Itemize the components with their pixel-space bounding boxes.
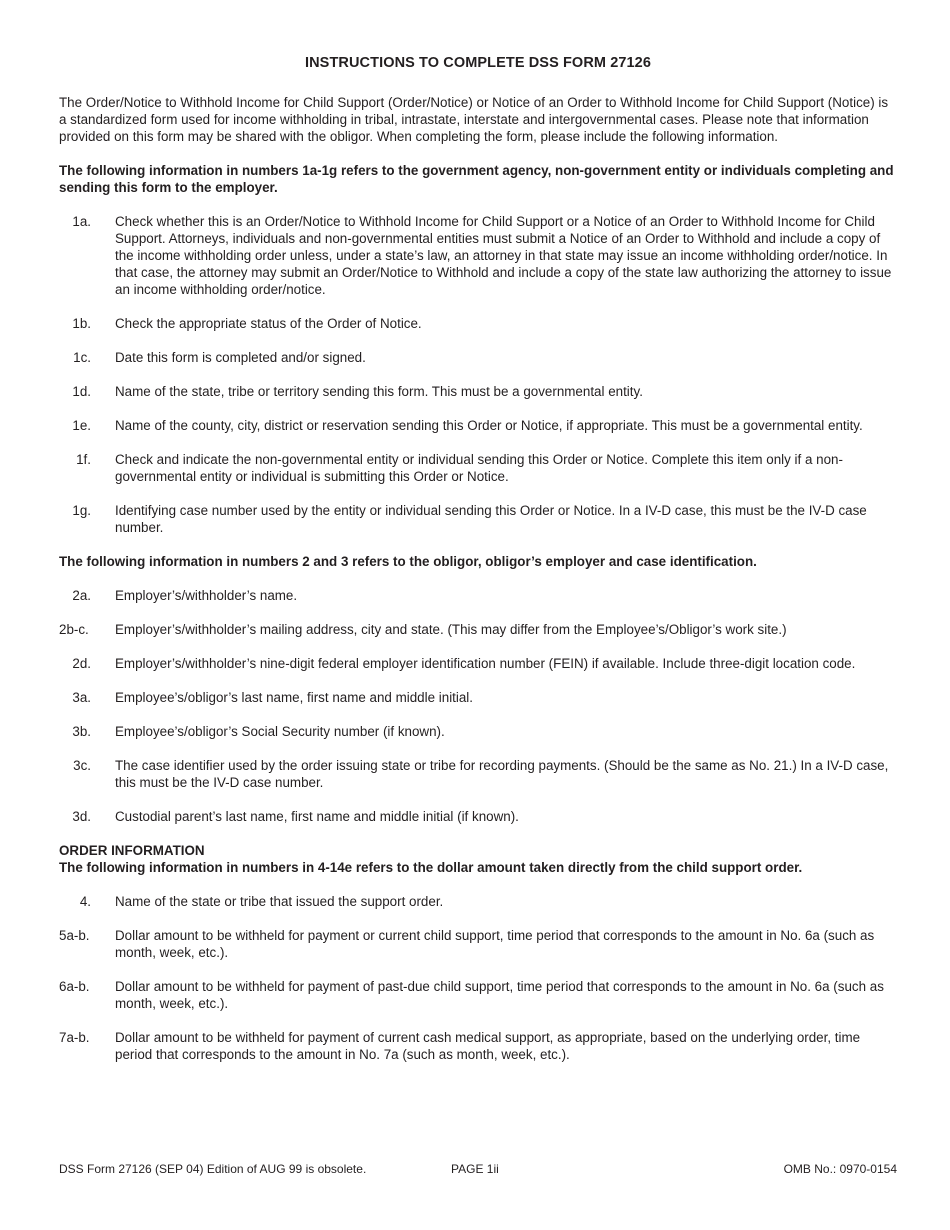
form-edition-note: DSS Form 27126 (SEP 04) Edition of AUG 99 is obsolete. xyxy=(59,1162,367,1176)
list-item xyxy=(59,383,897,400)
item-number: 3d. xyxy=(72,809,91,824)
list-item xyxy=(59,213,897,298)
list-item xyxy=(59,893,897,910)
list-item xyxy=(59,621,897,638)
item-text: Employee’s/obligor’s Social Security number (if known). xyxy=(115,724,445,739)
item-number: 1e. xyxy=(72,418,91,433)
list-item xyxy=(59,502,897,536)
item-text: Employer’s/withholder’s mailing address, city and state. (This may differ from the Employee’s/Obligor’s work site.) xyxy=(115,622,787,637)
list-item xyxy=(59,1029,897,1063)
item-number: 1g. xyxy=(72,503,91,518)
item-text: Employer’s/withholder’s name. xyxy=(115,588,298,603)
item-number: 1b. xyxy=(72,316,91,331)
item-text: Name of the county, city, district or reservation sending this Order or Notice, if appropriate. This must be a governmental entity. xyxy=(115,418,863,433)
page-number: PAGE 1ii xyxy=(451,1162,499,1176)
item-number: 1c. xyxy=(73,350,91,365)
item-text: Check the appropriate status of the Order of Notice. xyxy=(115,316,422,331)
section-heading-1: The following information in numbers 1a-1g refers to the government agency, non-government entity or individuals completing and sending this form to the employer. xyxy=(59,163,894,195)
item-text: Check whether this is an Order/Notice to Withhold Income for Child Support or a Notice of an Order to Withhold Income for Child Support. Attorneys, individuals and non-governmental entities must submit a Notice of an Order to Withhold and include a copy of the income withholding order unless, under a state’s law, an attorney in that state may issue an income withholding order/notice. In that case, the attorney may submit an Order/Notice to Withhold and include a copy of the state law authorizing the attorney to issue an income withholding order/notice. xyxy=(115,214,892,297)
list-item xyxy=(59,315,897,332)
item-text: Date this form is completed and/or signed. xyxy=(115,350,366,365)
section-heading-3: The following information in numbers in 4-14e refers to the dollar amount taken directly from the child support order. xyxy=(59,860,803,875)
item-text: Check and indicate the non-governmental entity or individual sending this Order or Notice. Complete this item only if a non-governmental entity or individual is submitting this Order or Notice. xyxy=(115,452,843,484)
list-item xyxy=(59,417,897,434)
item-number: 7a-b. xyxy=(59,1030,90,1045)
item-text: Dollar amount to be withheld for payment of current cash medical support, as appropriate, based on the underlying order, time period that corresponds to the amount in No. 7a (such as month, week, etc.). xyxy=(115,1030,861,1062)
order-information-label: ORDER INFORMATION xyxy=(59,843,205,858)
item-number: 1a. xyxy=(72,214,91,229)
list-item xyxy=(59,927,897,961)
list-item xyxy=(59,757,897,791)
item-number: 1d. xyxy=(72,384,91,399)
list-item xyxy=(59,689,897,706)
item-number: 3a. xyxy=(72,690,91,705)
page-title: INSTRUCTIONS TO COMPLETE DSS FORM 27126 xyxy=(304,55,652,71)
item-text: Employee’s/obligor’s last name, first name and middle initial. xyxy=(115,690,474,705)
section-heading-2: The following information in numbers 2 and 3 refers to the obligor, obligor’s employer and case identification. xyxy=(59,554,757,569)
document-body xyxy=(59,94,897,1080)
list-item xyxy=(59,587,897,604)
list-item xyxy=(59,723,897,740)
item-number: 6a-b. xyxy=(59,979,90,994)
item-number: 1f. xyxy=(76,452,91,467)
item-text: Name of the state, tribe or territory sending this form. This must be a governmental entity. xyxy=(115,384,643,399)
item-text: The case identifier used by the order issuing state or tribe for recording payments. (Should be the same as No. 21.) In a IV-D case, this must be the IV-D case number. xyxy=(115,758,889,790)
item-number: 4. xyxy=(79,894,91,909)
list-item xyxy=(59,808,897,825)
intro-paragraph: The Order/Notice to Withhold Income for Child Support (Order/Notice) or Notice of an Order to Withhold Income for Child Support (Notice) is a standardized form used for income withholding in tribal, intrastate, interstate and intergovernmental cases. Please note that information provided on this form may be shared with the obligor. When completing the form, please include the following information. xyxy=(59,95,889,144)
item-text: Employer’s/withholder’s nine-digit federal employer identification number (FEIN) if available. Include three-digit location code. xyxy=(115,656,856,671)
item-text: Dollar amount to be withheld for payment or current child support, time period that corresponds to the amount in No. 6a (such as month, week, etc.). xyxy=(115,928,875,960)
item-number: 2a. xyxy=(72,588,91,603)
item-text: Name of the state or tribe that issued the support order. xyxy=(115,894,444,909)
list-item xyxy=(59,451,897,485)
omb-number: OMB No.: 0970-0154 xyxy=(783,1162,897,1176)
item-number: 3c. xyxy=(73,758,91,773)
item-number: 2d. xyxy=(72,656,91,671)
item-text: Identifying case number used by the entity or individual sending this Order or Notice. In a IV-D case, this must be the IV-D case number. xyxy=(115,503,867,535)
item-text: Dollar amount to be withheld for payment of past-due child support, time period that corresponds to the amount in No. 6a (such as month, week, etc.). xyxy=(115,979,884,1011)
list-item xyxy=(59,978,897,1012)
item-number: 2b-c. xyxy=(59,622,89,637)
item-number: 3b. xyxy=(72,724,91,739)
item-text: Custodial parent’s last name, first name and middle initial (if known). xyxy=(115,809,519,824)
list-item xyxy=(59,655,897,672)
item-number: 5a-b. xyxy=(59,928,90,943)
list-item xyxy=(59,349,897,366)
